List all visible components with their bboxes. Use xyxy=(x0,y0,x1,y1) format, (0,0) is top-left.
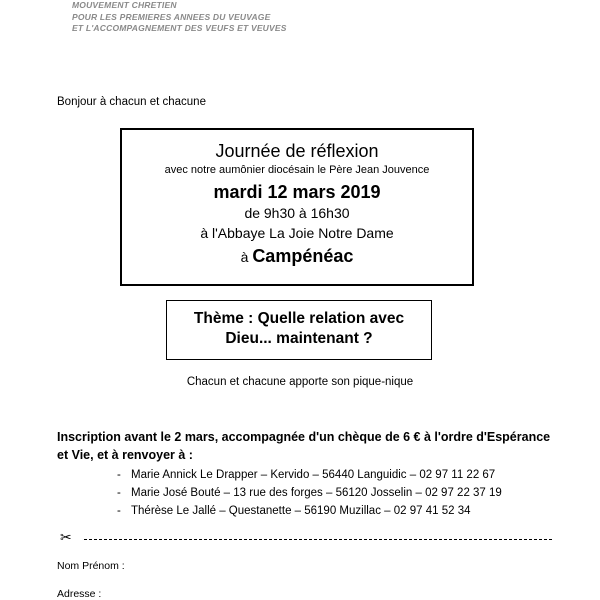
list-item xyxy=(117,484,502,502)
name-field-label: Nom Prénom : xyxy=(57,560,125,572)
contact-bullet: - xyxy=(117,505,121,517)
event-subtitle: avec notre aumônier diocésain le Père Jean Jouvence xyxy=(164,164,430,176)
event-date: mardi 12 mars 2019 xyxy=(213,182,381,202)
address-field-label: Adresse : xyxy=(57,588,102,600)
greeting: Bonjour à chacun et chacune xyxy=(57,96,206,108)
event-title: Journée de réflexion xyxy=(215,141,379,161)
contact-list xyxy=(117,466,502,520)
picnic-note: Chacun et chacune apporte son pique-nique xyxy=(186,376,414,388)
cut-line xyxy=(60,532,552,546)
event-town: Campénéac xyxy=(252,246,354,266)
theme-line-2: Dieu... maintenant ? xyxy=(225,330,373,347)
scissors-icon: ✂ xyxy=(60,530,72,546)
event-town-prefix: à xyxy=(240,249,249,265)
event-time: de 9h30 à 16h30 xyxy=(244,205,350,221)
list-item xyxy=(117,466,502,484)
list-item xyxy=(117,502,502,520)
contact-bullet: - xyxy=(117,469,121,481)
event-box xyxy=(120,128,474,286)
header-line: POUR LES PREMIERES ANNEES DU VEUVAGE xyxy=(72,11,271,22)
event-venue: à l'Abbaye La Joie Notre Dame xyxy=(200,225,394,241)
contact-text: Marie Annick Le Drapper – Kervido – 56440 Languidic – 02 97 11 22 67 xyxy=(131,469,496,481)
header-line: MOUVEMENT CHRETIEN xyxy=(72,0,177,10)
organization-header xyxy=(72,0,287,35)
theme-line-1: Thème : Quelle relation avec xyxy=(193,310,405,327)
contact-text: Thérèse Le Jallé – Questanette – 56190 Muzillac – 02 97 41 52 34 xyxy=(131,505,471,517)
theme-box xyxy=(166,300,432,360)
inscription-text: Inscription avant le 2 mars, accompagnée d'un chèque de 6 € à l'ordre d'Espérance et Vie, et à renvoyer à : xyxy=(57,430,551,462)
dashed-divider xyxy=(84,539,552,540)
event-town-line xyxy=(122,245,472,268)
contact-bullet: - xyxy=(117,487,121,499)
contact-text: Marie José Bouté – 13 rue des forges – 56120 Josselin – 02 97 22 37 19 xyxy=(131,487,502,499)
header-line: ET L'ACCOMPAGNEMENT DES VEUFS ET VEUVES xyxy=(72,23,287,33)
